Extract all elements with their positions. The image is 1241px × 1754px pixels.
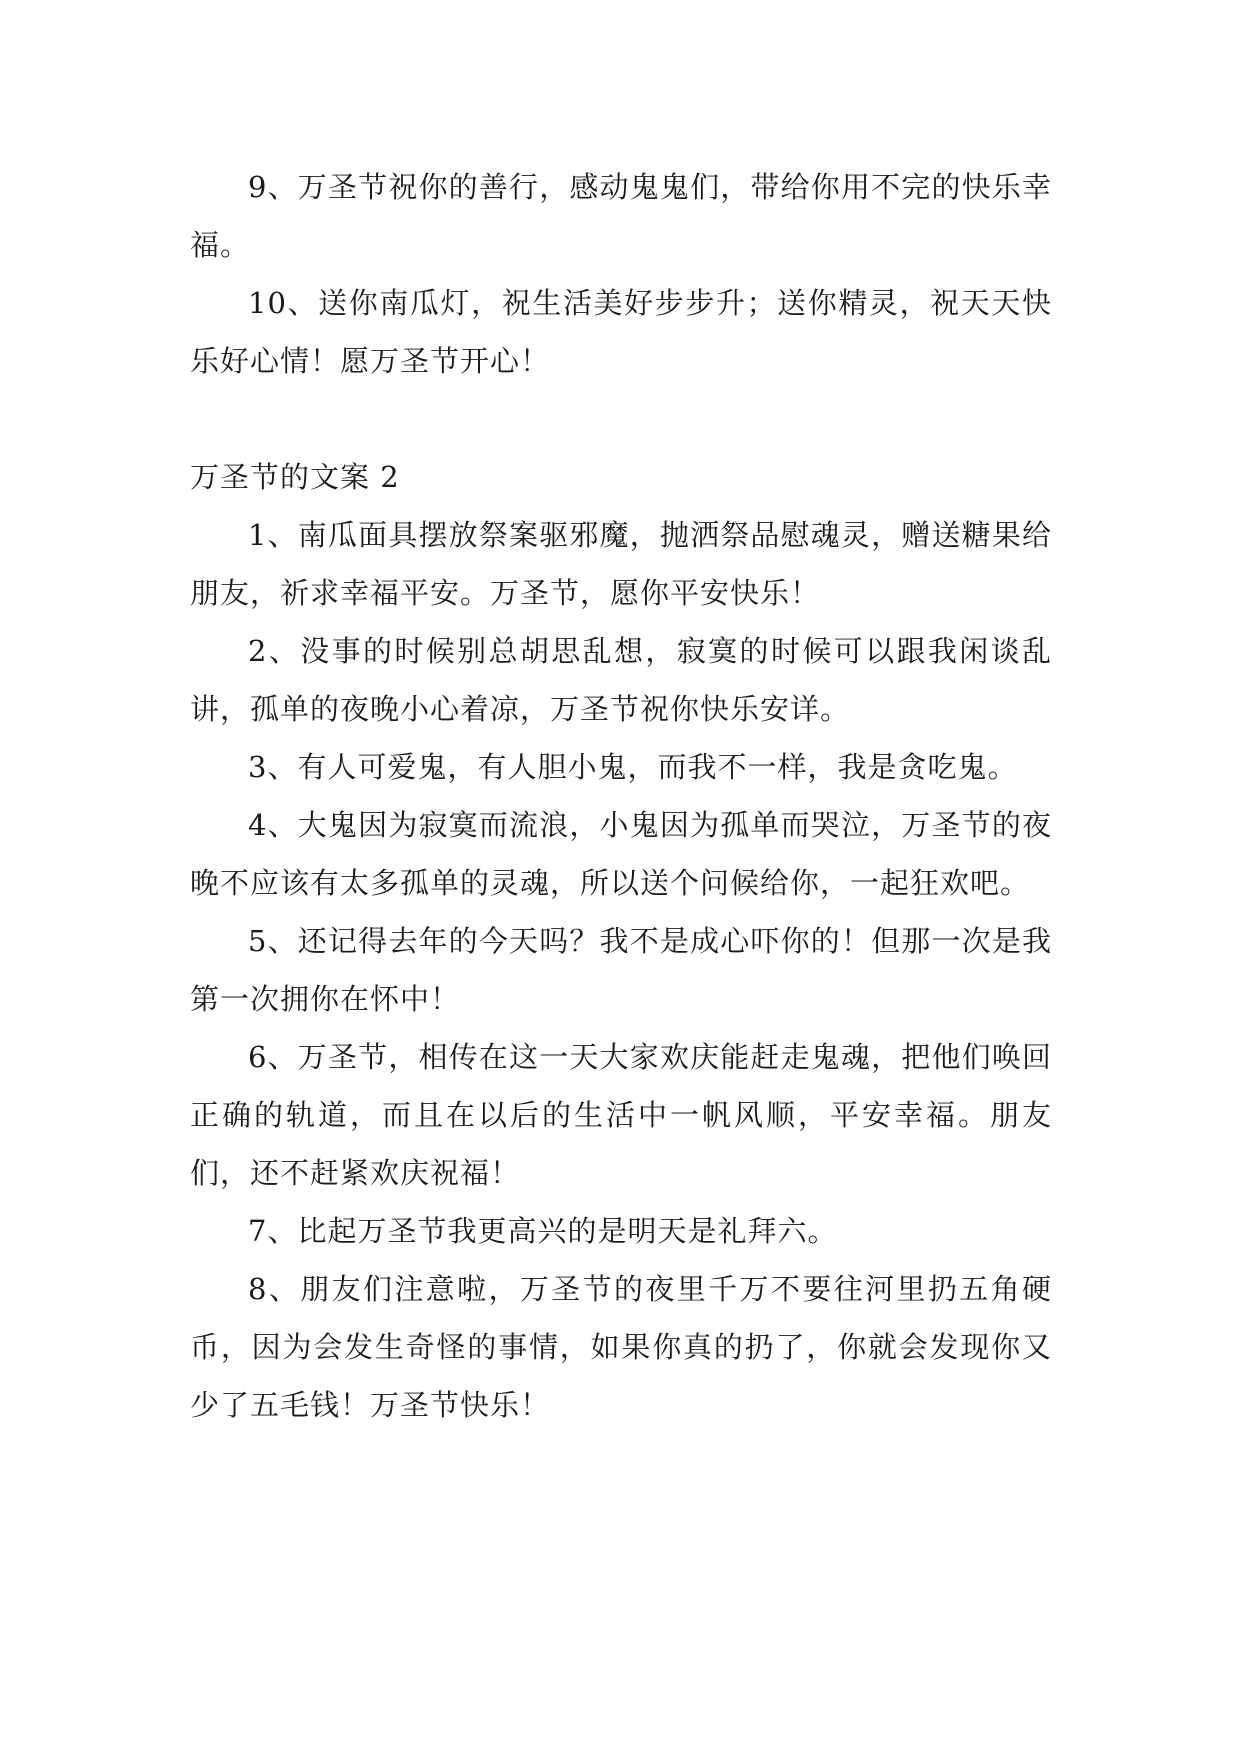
section-paragraph-1: 1、南瓜面具摆放祭案驱邪魔，抛洒祭品慰魂灵，赠送糖果给朋友，祈求幸福平安。万圣节，愿你平安快乐！ [190,518,1052,610]
section-paragraph-8: 8、朋友们注意啦，万圣节的夜里千万不要往河里扔五角硬币，因为会发生奇怪的事情，如果你真的扔了，你就会发现你又少了五毛钱！万圣节快乐！ [190,1272,1052,1422]
section-paragraph-5: 5、还记得去年的今天吗？我不是成心吓你的！但那一次是我第一次拥你在怀中！ [190,924,1052,1016]
document-body [190,158,1052,1434]
paragraph-10: 10、送你南瓜灯，祝生活美好步步升；送你精灵，祝天天快乐好心情！愿万圣节开心！ [190,286,1052,378]
section-title: 万圣节的文案 2 [190,460,400,494]
section-paragraph-2: 2、没事的时候别总胡思乱想，寂寞的时候可以跟我闲谈乱讲，孤单的夜晚小心着凉，万圣节祝你快乐安详。 [190,634,1052,726]
section-paragraph-4: 4、大鬼因为寂寞而流浪，小鬼因为孤单而哭泣，万圣节的夜晚不应该有太多孤单的灵魂，所以送个问候给你，一起狂欢吧。 [190,808,1052,900]
paragraph-9: 9、万圣节祝你的善行，感动鬼鬼们，带给你用不完的快乐幸福。 [190,170,1052,262]
section-paragraph-3: 3、有人可爱鬼，有人胆小鬼，而我不一样，我是贪吃鬼。 [248,750,1018,784]
section-paragraph-7: 7、比起万圣节我更高兴的是明天是礼拜六。 [248,1214,838,1248]
section-paragraph-6: 6、万圣节，相传在这一天大家欢庆能赶走鬼魂，把他们唤回正确的轨道，而且在以后的生活中一帆风顺，平安幸福。朋友们，还不赶紧欢庆祝福！ [190,1040,1052,1190]
